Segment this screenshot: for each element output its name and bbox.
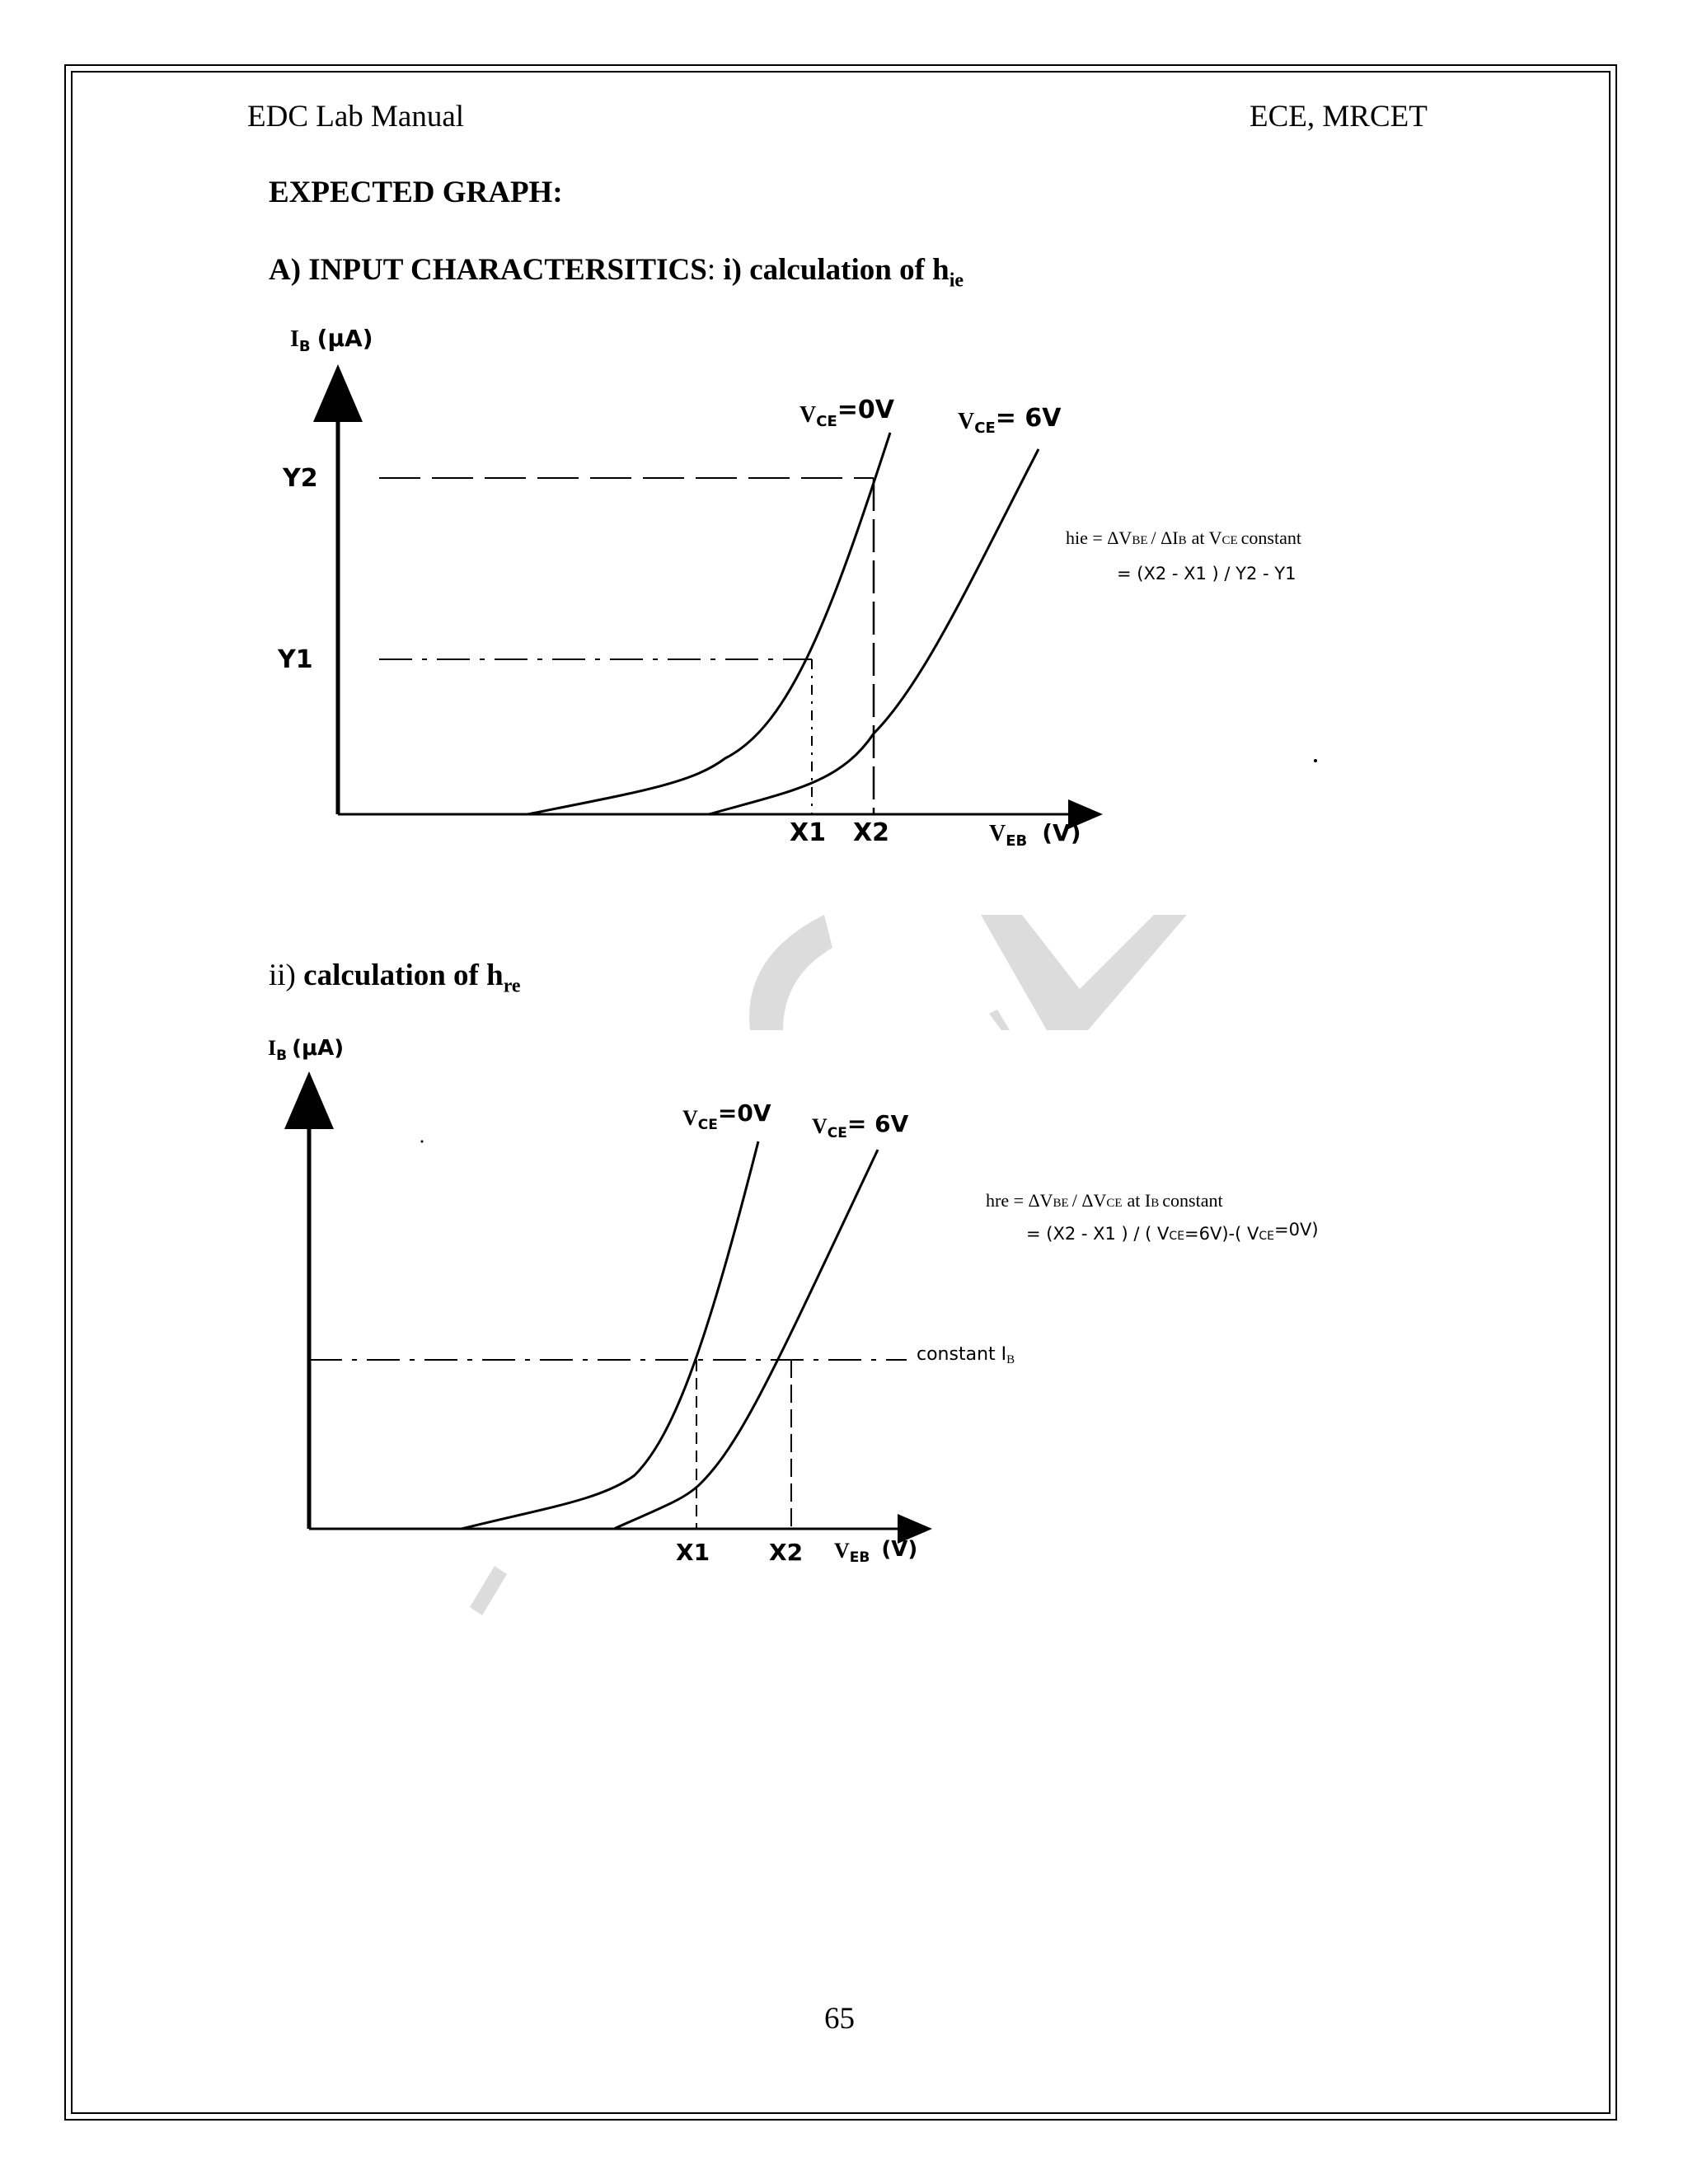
graph2-formula-line1: hre = ΔVBE / ΔVCE at IB constant xyxy=(986,1190,1223,1211)
section-a-prefix: A) INPUT CHARACTERSITICS xyxy=(269,253,707,287)
stray-dot-2 xyxy=(421,1141,424,1143)
graph1-formula-line1: hie = ΔVBE / ΔIB at VCE constant xyxy=(1066,527,1301,548)
section-a-subscript: ie xyxy=(949,269,964,292)
graph2-formula-line2: = (X2 - X1 ) / ( VCE=6V)-( VCE=0V) xyxy=(1026,1220,1319,1244)
graph2-x1-label: X1 xyxy=(676,1539,710,1566)
graph2-x2-label: X2 xyxy=(769,1539,804,1566)
graph1-y-axis-label: $I_B$ (μA) xyxy=(290,325,373,355)
graph1-curve-0v-label: VCE=0V xyxy=(799,396,894,430)
graph1-formula-line2: = (X2 - X1 ) / Y2 - Y1 xyxy=(1117,564,1296,583)
graph1-curve-6v-label: VCE= 6V xyxy=(958,404,1062,437)
section-b-sub: calculation of h xyxy=(303,958,504,992)
section-b-prefix: ii) xyxy=(269,958,296,992)
graph2-curve-6v-label: VCE= 6V xyxy=(812,1110,909,1141)
graph1-x-axis-label: $V_{EB}$ (V) xyxy=(989,819,1081,850)
graph-2 xyxy=(309,1080,927,1529)
graph2-y-axis-label: $I_B$ (μA) xyxy=(268,1036,345,1064)
graph-1 xyxy=(338,373,1098,814)
graph1-y2-label: Y2 xyxy=(283,464,318,493)
graph1-x1-label: X1 xyxy=(790,818,827,847)
section-a-colon: : xyxy=(706,253,716,287)
graph1-x2-label: X2 xyxy=(853,818,890,847)
expected-graph-heading: EXPECTED GRAPH: xyxy=(269,176,563,209)
graph2-curve-0v-label: VCE=0V xyxy=(682,1099,771,1133)
header-left: EDC Lab Manual xyxy=(247,100,465,134)
stray-dot-1 xyxy=(1314,759,1317,762)
section-b-subscript: re xyxy=(503,975,521,997)
graph2-x-axis-label: VEB (V) xyxy=(834,1537,918,1566)
graph2-constant-ib-label: constant IB xyxy=(917,1344,1015,1366)
section-a-sub: i) calculation of h xyxy=(723,253,950,287)
page-number: 65 xyxy=(824,2002,855,2036)
graph1-curve-vce-0v xyxy=(528,433,890,814)
graph1-y1-label: Y1 xyxy=(278,645,313,674)
graph2-curve-vce-6v xyxy=(614,1150,878,1529)
header-right: ECE, MRCET xyxy=(1250,100,1428,134)
